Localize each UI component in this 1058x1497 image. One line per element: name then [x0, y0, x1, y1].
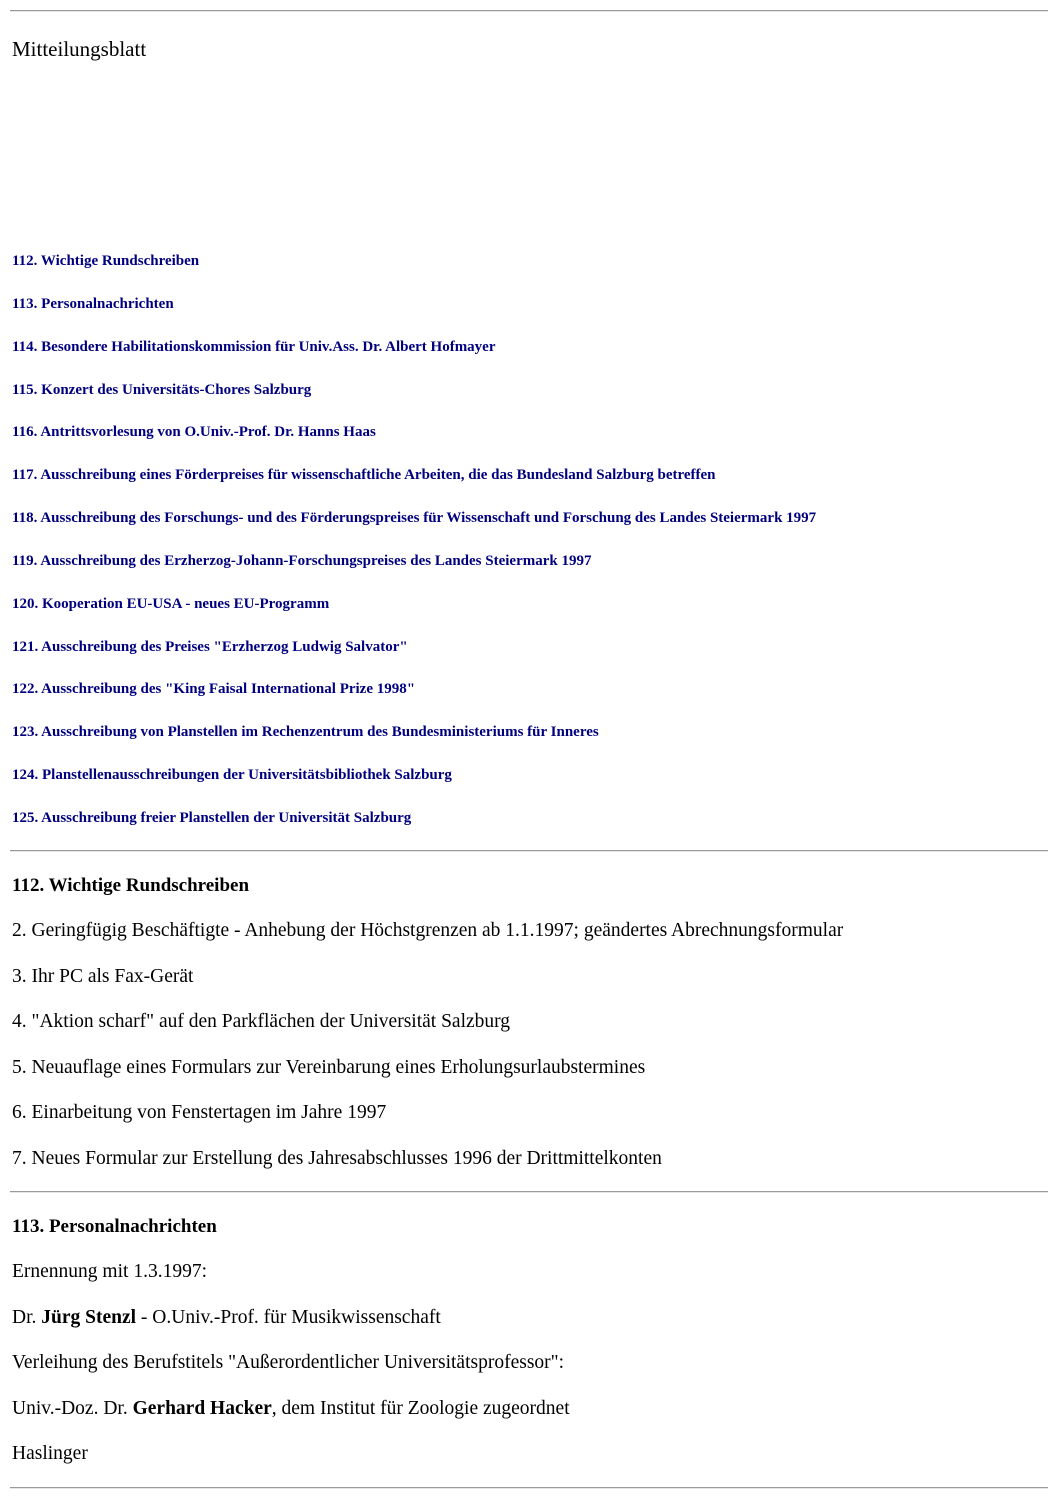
- toc-link-123[interactable]: 123. Ausschreibung von Planstellen im Rechenzentrum des Bundesministeriums für Inneres: [12, 724, 599, 741]
- toc-item: [12, 252, 816, 295]
- section-divider: [10, 1191, 1048, 1193]
- toc-item: [12, 423, 816, 466]
- toc-item: [12, 723, 816, 766]
- section-title: 112. Wichtige Rundschreiben: [12, 875, 250, 896]
- circular-item: 2. Geringfügig Beschäftigte - Anhebung der Höchstgrenzen ab 1.1.1997; geändertes Abrechnungsformular: [12, 920, 844, 941]
- section-113: [12, 1215, 1042, 1488]
- toc-link-112[interactable]: 112. Wichtige Rundschreiben: [12, 253, 200, 269]
- toc-link-114[interactable]: 114. Besondere Habilitationskommission für Univ.Ass. Dr. Albert Hofmayer: [12, 338, 496, 355]
- toc-item: [12, 381, 816, 424]
- top-rule: [10, 10, 1048, 12]
- toc-link-124[interactable]: 124. Planstellenausschreibungen der Universitätsbibliothek Salzburg: [12, 767, 452, 784]
- toc-item: [12, 552, 816, 595]
- toc-link-122[interactable]: 122. Ausschreibung des "King Faisal International Prize 1998": [12, 681, 416, 698]
- toc-link-113[interactable]: 113. Personalnachrichten: [12, 295, 174, 312]
- appointment-line: [12, 1306, 1042, 1352]
- circular-item: 5. Neuauflage eines Formulars zur Vereinbarung eines Erholungsurlaubstermines: [12, 1056, 646, 1078]
- page-title: Mitteilungsblatt: [12, 37, 147, 61]
- toc-item: [12, 766, 816, 809]
- toc-item: [12, 509, 816, 552]
- circular-item: 7. Neues Formular zur Erstellung des Jahresabschlusses 1996 der Drittmittelkonten: [12, 1147, 662, 1169]
- toc-item: [12, 466, 816, 509]
- circular-item: 3. Ihr PC als Fax-Gerät: [12, 965, 194, 987]
- toc-link-120[interactable]: 120. Kooperation EU-USA - neues EU-Programm: [12, 595, 330, 612]
- toc-link-116[interactable]: 116. Antrittsvorlesung von O.Univ.-Prof. Dr. Hanns Haas: [12, 424, 376, 441]
- toc-item: [12, 595, 816, 638]
- toc-item: [12, 809, 816, 852]
- toc-link-121[interactable]: 121. Ausschreibung des Preises "Erzherzog Ludwig Salvator": [12, 638, 408, 655]
- toc-item: [12, 680, 816, 723]
- bottom-rule: [10, 1487, 1048, 1489]
- toc-item: [12, 638, 816, 681]
- toc-link-117[interactable]: 117. Ausschreibung eines Förderpreises für wissenschaftliche Arbeiten, die das Bundesland Salzburg betreffen: [12, 467, 716, 484]
- toc-link-115[interactable]: 115. Konzert des Universitäts-Chores Salzburg: [12, 381, 312, 398]
- section-divider: [10, 850, 1048, 852]
- toc-item: [12, 295, 816, 338]
- title-award-line: [12, 1397, 1042, 1443]
- circular-item: 6. Einarbeitung von Fenstertagen im Jahre 1997: [12, 1102, 387, 1123]
- title-award-intro: Verleihung des Berufstitels "Außerordentlicher Universitätsprofessor":: [12, 1352, 565, 1373]
- appointment-intro: Ernennung mit 1.3.1997:: [12, 1261, 207, 1282]
- circular-item: 4. "Aktion scharf" auf den Parkflächen der Universität Salzburg: [12, 1011, 511, 1032]
- section-112: [12, 874, 1042, 1192]
- appointment-suffix: - O.Univ.-Prof. für Musikwissenschaft: [136, 1306, 441, 1328]
- toc-link-119[interactable]: 119. Ausschreibung des Erzherzog-Johann-Forschungspreises des Landes Steiermark 1997: [12, 552, 592, 569]
- signature: Haslinger: [12, 1443, 88, 1464]
- toc-link-118[interactable]: 118. Ausschreibung des Forschungs- und des Förderungspreises für Wissenschaft und Forschung des Landes Steiermark 1997: [12, 510, 817, 527]
- appointee-name: Jürg Stenzl: [41, 1306, 137, 1328]
- toc-item: [12, 338, 816, 381]
- toc-link-125[interactable]: 125. Ausschreibung freier Planstellen der Universität Salzburg: [12, 809, 412, 826]
- section-title: 113. Personalnachrichten: [12, 1216, 217, 1237]
- title-award-prefix: Univ.-Doz. Dr.: [12, 1397, 133, 1419]
- awardee-name: Gerhard Hacker: [132, 1397, 272, 1419]
- table-of-contents: [12, 252, 816, 852]
- appointment-prefix: Dr.: [12, 1306, 42, 1328]
- title-award-suffix: , dem Institut für Zoologie zugeordnet: [271, 1397, 570, 1419]
